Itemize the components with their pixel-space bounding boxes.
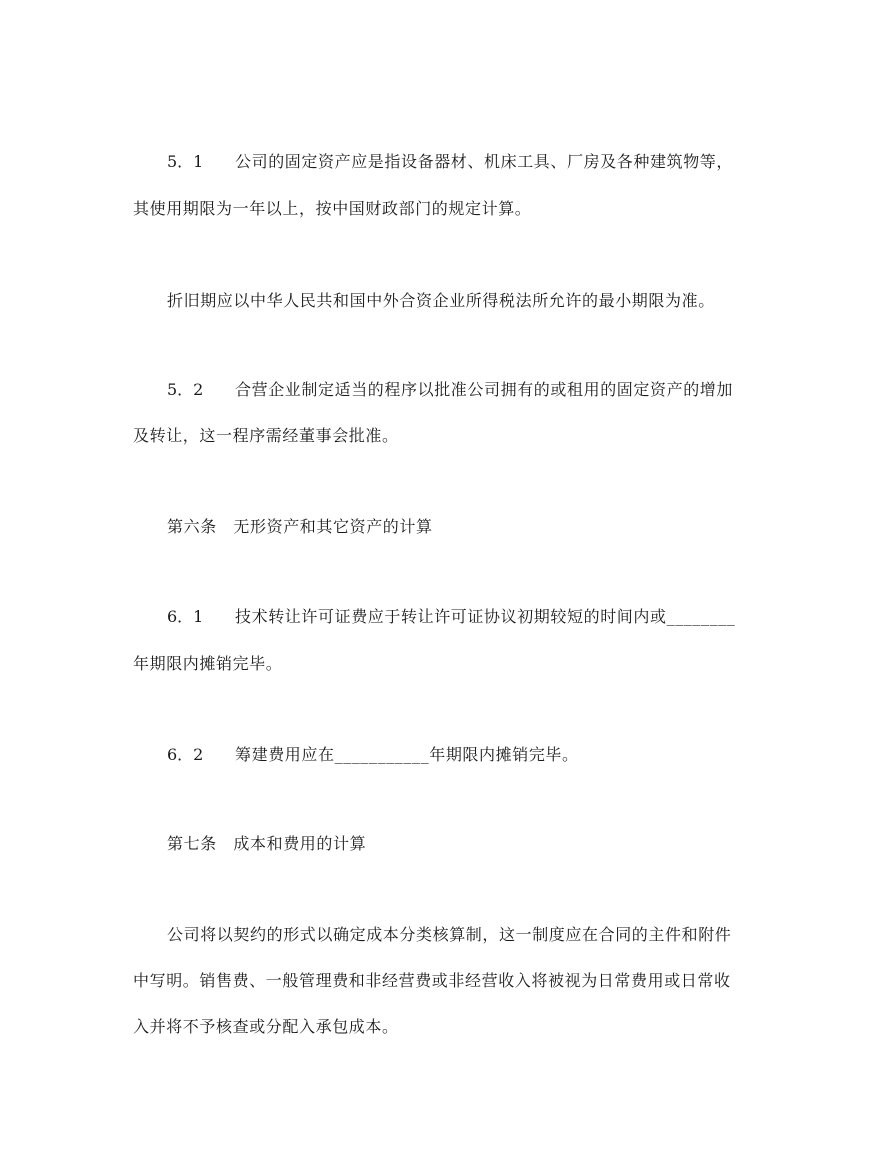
clause-5-1-line-2: 其使用期限为一年以上，按中国财政部门的规定计算。	[133, 199, 532, 218]
article-6-heading: 第六条 无形资产和其它资产的计算	[167, 517, 433, 536]
clause-number: 6．2	[167, 745, 204, 764]
article-7-heading: 第七条 成本和费用的计算	[167, 834, 367, 853]
fill-in-blank: ________	[666, 607, 736, 626]
cost-paragraph-line-2: 中写明。销售费、一般管理费和非经营费或非经营收入将被视为日常费用或日常收	[133, 971, 731, 990]
clause-5-2-line-1	[167, 380, 733, 400]
clause-text: 合营企业制定适当的程序以批准公司拥有的或租用的固定资产的增加	[235, 380, 734, 399]
clause-text-tail: 年期限内摊销完毕。	[429, 745, 579, 764]
depreciation-paragraph: 折旧期应以中华人民共和国中外合资企业所得税法所允许的最小期限为准。	[167, 291, 715, 310]
clause-text: 公司的固定资产应是指设备器材、机床工具、厂房及各种建筑物等，	[235, 152, 734, 171]
clause-6-1-line-1	[167, 607, 735, 627]
clause-5-1-line-1	[167, 152, 733, 172]
clause-text: 筹建费用应在	[235, 745, 335, 764]
clause-number: 5．2	[167, 380, 204, 399]
fill-in-blank: ___________	[334, 745, 430, 764]
clause-number: 6．1	[167, 607, 204, 626]
cost-paragraph-line-3: 入并将不予核查或分配入承包成本。	[133, 1017, 399, 1036]
cost-paragraph-line-1: 公司将以契约的形式以确定成本分类核算制，这一制度应在合同的主件和附件	[167, 925, 732, 944]
clause-5-2-line-2: 及转让，这一程序需经董事会批准。	[133, 426, 399, 445]
clause-6-1-line-2: 年期限内摊销完毕。	[133, 654, 283, 673]
clause-6-2-line-1	[167, 745, 579, 765]
clause-text: 技术转让许可证费应于转让许可证协议初期较短的时间内或	[235, 607, 667, 626]
clause-number: 5．1	[167, 152, 204, 171]
